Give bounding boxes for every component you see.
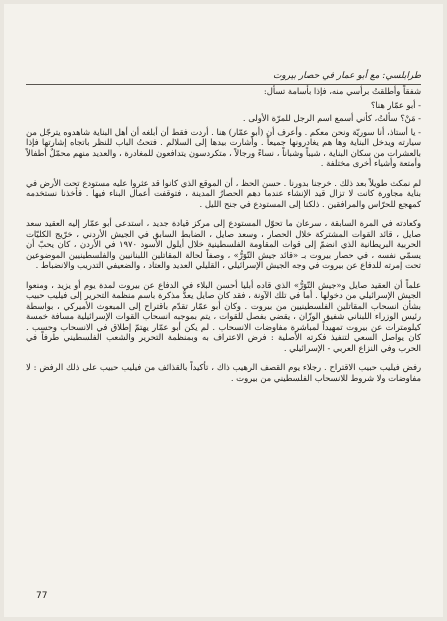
page-number: 77 bbox=[36, 591, 48, 601]
paragraph: لم نمكث طويلاً بعد ذلك . خرجنا بدورنا . حسن الحظ ، أن الموقع الذي كانوا قد عثروا عليه مستودع تحت الأرض في بناية مجاورة كانت لا تزال قيد الإنشاء عندما دهم الحصارُ المدينة ، فتوقفت أعمال البناء فيها . فأخذنا نستخدمه كمهجع للحرّاس والمرافقين . ذلكنا إلى المستودع في جنح الليل . bbox=[26, 177, 421, 209]
running-head: طرابلسي: مع أبو عمار في حصار بيروت bbox=[26, 70, 421, 85]
paragraph: شفقاً وأطلقتُ برأسي منه، فإذا بأسامة تسأل: bbox=[263, 86, 421, 96]
book-page bbox=[4, 4, 443, 617]
paragraph: - مَنْ؟ سألتُ، كأني أسمع اسم الرجل للمرّة الأولى . bbox=[242, 113, 421, 123]
paragraph: - يا أستاذ، أنا سوريّة ونحن معكم . وأعرف أن (أبو عمّار) هنا . أردت فقط أن أبلغه أن أهل البناية شاهدوه يترجّل من سيارته ويدخل البناية وها هم يغادرونها جميعاً . وأشارت بيدها إلى السلالم . فتحتُ الباب للنظر باتجاه إشارتها فإذا بالعشرات من سكان البناية ، شيباً وشباناً ، نساءً ورجالاً ، متكردسون يتدافعون للمغادرة ، والعديد منهم محمّلٌ أطفالاً وأمتعة وأشياء أخرى مختلفة . bbox=[26, 126, 421, 168]
paragraph: رفض فيليب حبيب الاقتراح . رجلاء يوم القصف الرهيب ذاك ، تأكيداً بالقذائف من فيليب حبيب على ذلك الرفض : لا مفاوضات ولا شروط للانسحاب الفلسطيني من بيروت . bbox=[26, 362, 421, 383]
paragraph: علماً أن العقيد صايل و«جيش التّوَرُّ» الذي قاده أبليا أحسن البلاء في الدفاع عن بيروت لمدة يوم أو يزيد ، ومنعوا الجيش الإسرائيلي من دخولها . أما في تلك الآونة ، فقد كان صايل يعدُّ مذكرة باسم منظمة التحرير إلى فيليب حبيب بشأن انسحاب المقاتلين الفلسطينيين من بيروت . وكان أبو عمّار تقدّم باقتراح إلى المبعوث الأميركي ، بواسطة رئيس الوزراء اللبناني شفيق الوزّان ، يقضي بفصل للقوات ، يتم بموجبه انسحاب القوات الإسرائيلية مسافة خمسة كيلومترات عن بيروت تمهيداً لمباشرة مفاوضات الانسحاب . لم يكن أبو عمّار يهتمّ إطلاق في الانسحاب وحسب . كان يواصل السعي لتنفيذ فكرته الأصلية : فرض الاعتراف به وبمنظمة التحرير والشعب الفلسطيني طرفاً في الحرب وفي النزاع العربي - الإسرائيلي . bbox=[26, 279, 421, 353]
paragraph: وكعادته في المرة السابقة ، سرعان ما تحوّل المستودع إلى مركز قيادة جديد ، استدعى أبو عمّار إليه العقيد سعد صايل ، قائد القوات المشتركة خلال الحصار ، وسعد صايل ، الضابط السابق في الجيش الأردني ، خرّيج الكليّات الحربية البريطانية الذي انضمّ إلى قوات المقاومة الفلسطينية خلال أيلول الأسود ١٩٧٠ في الأردن ، كان يحبّ أن يسمّي نفسه ، في حصار بيروت بـ «قائد جيش التّوَرُّ» ، وصفاً لحالة المقاتلين اللبنانيين والفلسطينيين الموضوعين تحت إمرته للدفاع عن بيروت في وجه الجيش الإسرائيلي ، القليلي العديد والعتاد ، والضعيفي التدريب والانضباط . bbox=[26, 218, 421, 270]
body-text bbox=[26, 86, 421, 386]
paragraph: - أبو عمّار هنا؟ bbox=[370, 99, 421, 110]
